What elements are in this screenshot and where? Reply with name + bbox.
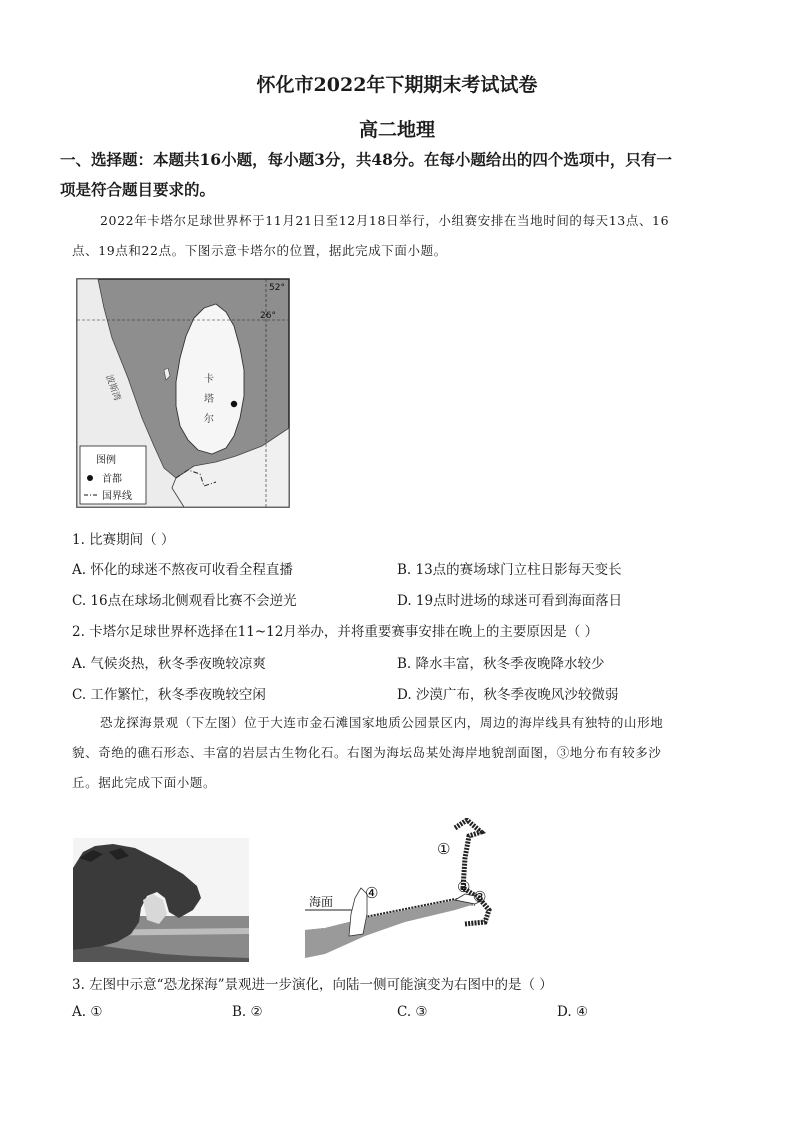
- gulf-label: 波斯湾: [103, 373, 122, 403]
- q3-option-b: B. ②: [232, 1004, 263, 1020]
- q1-stem: 1. 比赛期间（ ）: [72, 532, 175, 548]
- material-1-line2: 点、19点和22点。下图示意卡塔尔的位置，据此完成下面小题。: [72, 243, 447, 258]
- coast-profile-diagram: [305, 818, 520, 964]
- q3-option-a: A. ①: [72, 1004, 103, 1020]
- material-2-line2: 貌、奇绝的礁石形态、丰富的岩层古生物化石。右图为海坛岛某处海岸地貌剖面图，③地分布有较多沙: [72, 745, 662, 760]
- q1-option-c: C. 16点在球场北侧观看比赛不会逆光: [72, 593, 297, 609]
- q3-stem: 3. 左图中示意“恐龙探海”景观进一步演化，向陆一侧可能演变为右图中的是（ ）: [72, 977, 553, 993]
- page-subtitle: 高二地理: [358, 119, 435, 141]
- country-char-1: 卡: [204, 374, 214, 385]
- capital-marker: [231, 401, 237, 407]
- page-title: 怀化市2022年下期期末考试试卷: [256, 74, 538, 96]
- material-2-line1: 恐龙探海景观（下左图）位于大连市金石滩国家地质公园景区内，周边的海岸线具有独特的山形地: [100, 715, 664, 730]
- section-heading: [60, 145, 740, 205]
- q2-option-b: B. 降水丰富，秋冬季夜晚降水较少: [397, 656, 605, 672]
- material-1-line1: 2022年卡塔尔足球世界杯于11月21日至12月18日举行，小组赛安排在当地时间的每天13点、16: [100, 213, 670, 228]
- mark-2: ②: [457, 878, 471, 896]
- mark-4: ④: [365, 884, 379, 902]
- dinosaur-rock-photo: [73, 838, 249, 962]
- q1-option-d: D. 19点时进场的球迷可看到海面落日: [397, 593, 623, 609]
- mark-3: ③: [473, 888, 487, 906]
- q3-option-d: D. ④: [557, 1004, 589, 1020]
- qatar-map: [76, 278, 290, 508]
- q3-option-c: C. ③: [397, 1004, 428, 1020]
- section-heading-line2: 项是符合题目要求的。: [60, 180, 216, 199]
- legend-capital-symbol: [87, 475, 93, 481]
- material-1: [72, 206, 722, 266]
- material-2-line3: 丘。据此完成下面小题。: [72, 775, 217, 790]
- q2-stem: 2. 卡塔尔足球世界杯选择在11~12月举办，并将重要赛事安排在晚上的主要原因是（ ）: [72, 624, 599, 640]
- q1-option-a: A. 怀化的球迷不熬夜可收看全程直播: [72, 562, 293, 578]
- q1-option-b: B. 13点的赛场球门立柱日影每天变长: [397, 562, 622, 578]
- q2-option-c: C. 工作繁忙，秋冬季夜晚较空闲: [72, 687, 266, 703]
- lat-label: 26°: [260, 311, 276, 321]
- q2-option-a: A. 气候炎热，秋冬季夜晚较凉爽: [72, 656, 266, 672]
- q2-option-d: D. 沙漠广布，秋冬季夜晚风沙较微弱: [397, 687, 619, 703]
- country-char-3: 尔: [204, 414, 214, 425]
- legend-capital: 首都: [102, 474, 122, 485]
- section-heading-line1: 一、选择题：本题共16小题，每小题3分，共48分。在每小题给出的四个选项中，只有一: [60, 150, 672, 169]
- country-char-2: 塔: [204, 394, 214, 405]
- sea-label: 海面: [309, 895, 334, 909]
- lon-label: 52°: [269, 283, 285, 293]
- legend-title: 图例: [96, 455, 116, 466]
- mark-1: ①: [437, 840, 451, 858]
- legend-border: 国界线: [102, 491, 132, 502]
- material-2: [72, 708, 722, 798]
